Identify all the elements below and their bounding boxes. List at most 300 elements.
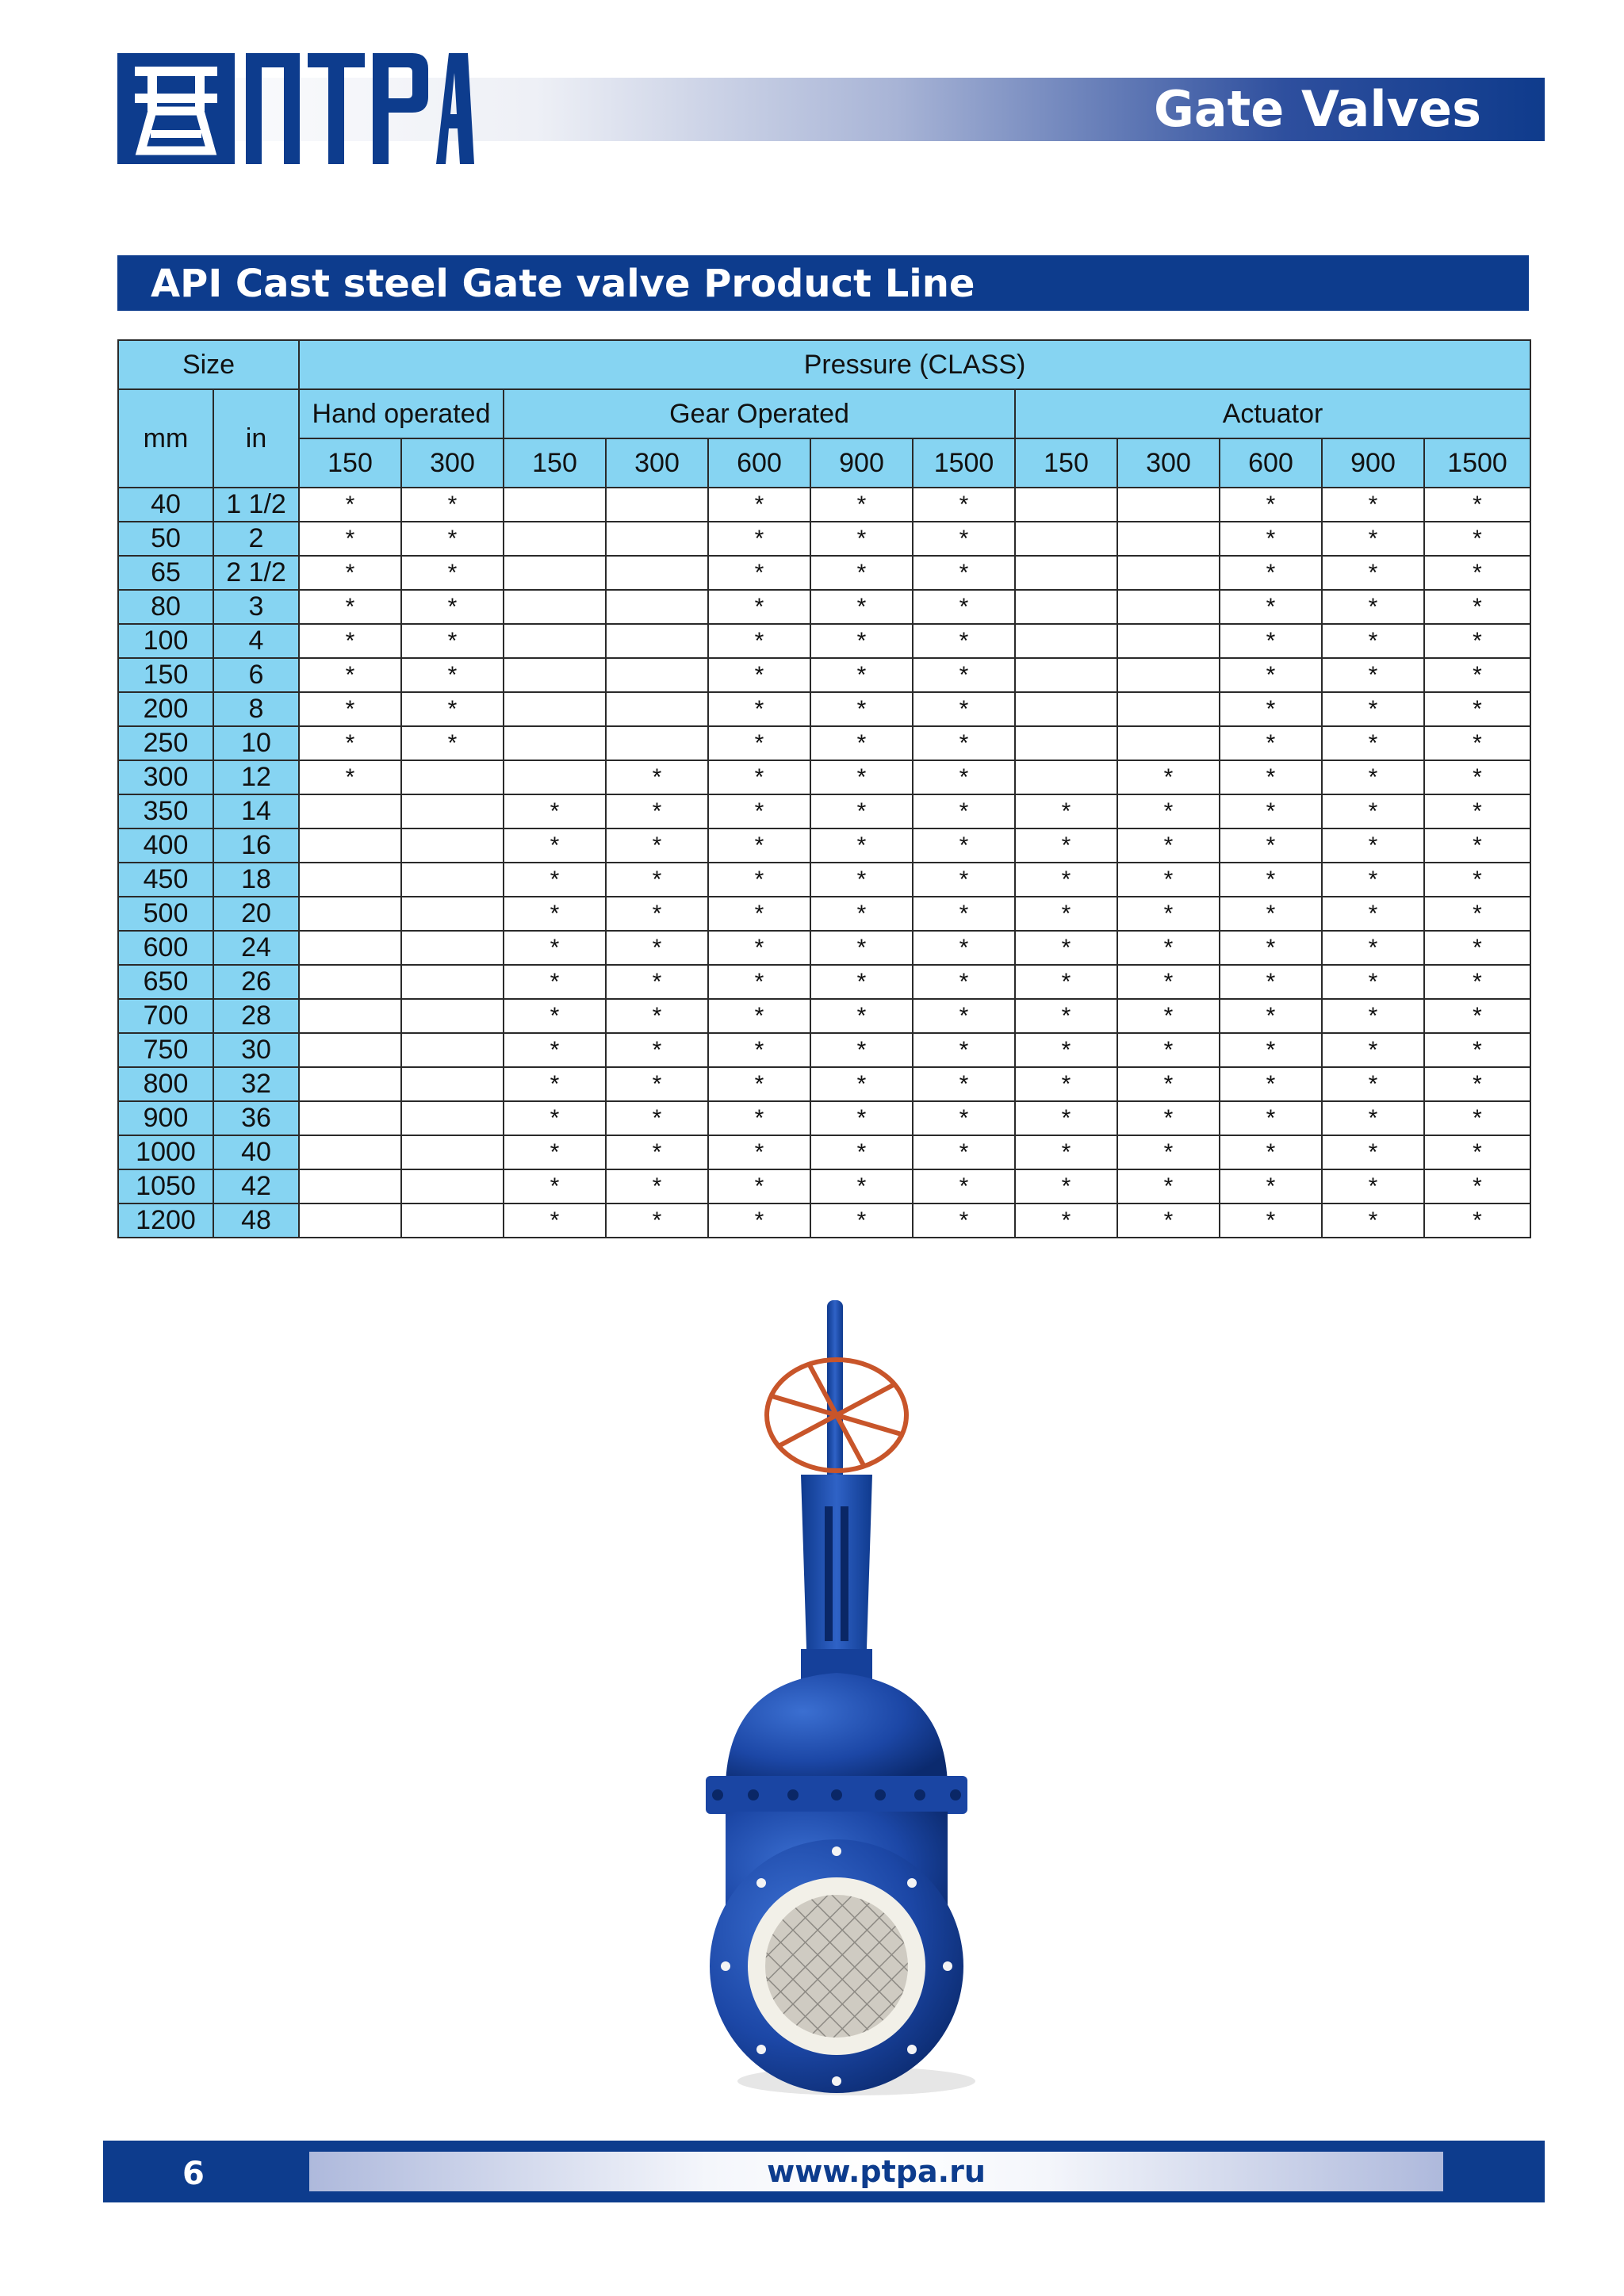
availability-cell: * (913, 760, 1015, 794)
availability-cell: * (810, 999, 913, 1033)
availability-cell (1015, 522, 1117, 556)
size-in-cell: 20 (213, 897, 299, 931)
size-in-cell: 28 (213, 999, 299, 1033)
availability-cell: * (1322, 999, 1424, 1033)
group-header: Gear Operated (504, 389, 1015, 438)
availability-cell: * (401, 556, 504, 590)
availability-cell: * (1220, 624, 1322, 658)
logo-wordmark (246, 53, 474, 164)
group-header: Actuator (1015, 389, 1530, 438)
availability-cell: * (299, 726, 401, 760)
availability-cell: * (606, 897, 708, 931)
availability-cell: * (1220, 828, 1322, 863)
availability-cell: * (810, 590, 913, 624)
availability-cell (1117, 624, 1220, 658)
availability-cell: * (810, 897, 913, 931)
availability-cell: * (299, 760, 401, 794)
availability-cell: * (299, 590, 401, 624)
availability-cell: * (810, 624, 913, 658)
availability-cell: * (913, 897, 1015, 931)
availability-cell (401, 897, 504, 931)
availability-cell: * (1117, 1067, 1220, 1101)
availability-cell: * (810, 726, 913, 760)
availability-cell (401, 863, 504, 897)
availability-cell: * (1322, 931, 1424, 965)
size-mm-cell: 700 (118, 999, 213, 1033)
class-header: 900 (1322, 438, 1424, 488)
availability-cell (504, 726, 606, 760)
table-row (118, 624, 1530, 658)
availability-cell: * (1220, 488, 1322, 522)
availability-cell (401, 1203, 504, 1238)
availability-cell: * (1424, 1169, 1530, 1203)
size-mm-cell: 600 (118, 931, 213, 965)
table-row (118, 522, 1530, 556)
availability-cell (401, 828, 504, 863)
availability-cell: * (1220, 897, 1322, 931)
availability-cell: * (1220, 965, 1322, 999)
class-header: 600 (1220, 438, 1322, 488)
size-mm-cell: 250 (118, 726, 213, 760)
table-row (118, 1067, 1530, 1101)
availability-cell (1015, 624, 1117, 658)
availability-cell: * (1117, 863, 1220, 897)
availability-cell: * (606, 931, 708, 965)
availability-cell: * (913, 863, 1015, 897)
availability-cell: * (504, 1033, 606, 1067)
size-mm-cell: 300 (118, 760, 213, 794)
availability-cell: * (504, 863, 606, 897)
availability-cell (299, 1067, 401, 1101)
availability-cell (504, 658, 606, 692)
mm-header: mm (118, 389, 213, 488)
availability-cell: * (606, 1203, 708, 1238)
size-in-cell: 42 (213, 1169, 299, 1203)
size-mm-cell: 1200 (118, 1203, 213, 1238)
availability-cell: * (708, 556, 810, 590)
section-title: API Cast steel Gate valve Product Line (151, 262, 975, 306)
table-row (118, 794, 1530, 828)
availability-cell: * (913, 1203, 1015, 1238)
availability-cell: * (1424, 760, 1530, 794)
availability-cell: * (1424, 692, 1530, 726)
size-in-cell: 2 1/2 (213, 556, 299, 590)
availability-cell: * (1220, 863, 1322, 897)
availability-cell: * (1117, 1101, 1220, 1135)
availability-cell: * (708, 624, 810, 658)
availability-cell: * (1322, 897, 1424, 931)
table-row (118, 1033, 1530, 1067)
availability-cell: * (401, 624, 504, 658)
class-header: 1500 (1424, 438, 1530, 488)
availability-cell (606, 692, 708, 726)
availability-cell: * (913, 1169, 1015, 1203)
availability-cell (504, 556, 606, 590)
availability-cell: * (708, 828, 810, 863)
valve-stem (827, 1300, 843, 1483)
availability-cell: * (810, 760, 913, 794)
availability-cell: * (1424, 828, 1530, 863)
table-row (118, 931, 1530, 965)
product-line-table (117, 339, 1531, 1238)
availability-cell: * (1220, 1101, 1322, 1135)
availability-cell (606, 590, 708, 624)
availability-cell: * (913, 999, 1015, 1033)
availability-cell: * (504, 828, 606, 863)
availability-cell: * (1117, 1169, 1220, 1203)
table-row (118, 760, 1530, 794)
table-row (118, 488, 1530, 522)
size-mm-cell: 50 (118, 522, 213, 556)
availability-cell: * (913, 794, 1015, 828)
availability-cell: * (708, 1203, 810, 1238)
availability-cell (1015, 488, 1117, 522)
availability-cell: * (810, 488, 913, 522)
availability-cell: * (606, 828, 708, 863)
availability-cell: * (1117, 760, 1220, 794)
footer-url-strip (309, 2152, 1443, 2191)
availability-cell: * (1322, 760, 1424, 794)
availability-cell: * (1322, 658, 1424, 692)
size-in-cell: 4 (213, 624, 299, 658)
page-number: 6 (182, 2156, 205, 2192)
availability-cell: * (299, 692, 401, 726)
class-header: 150 (299, 438, 401, 488)
size-header: Size (118, 340, 299, 389)
availability-cell (504, 590, 606, 624)
availability-cell (606, 556, 708, 590)
availability-cell (401, 1169, 504, 1203)
availability-cell: * (606, 794, 708, 828)
size-in-cell: 8 (213, 692, 299, 726)
availability-cell: * (504, 1169, 606, 1203)
availability-cell (1117, 488, 1220, 522)
availability-cell: * (401, 692, 504, 726)
availability-cell: * (810, 658, 913, 692)
availability-cell: * (1424, 931, 1530, 965)
availability-cell (1015, 556, 1117, 590)
availability-cell: * (1322, 1101, 1424, 1135)
availability-cell: * (1424, 794, 1530, 828)
table-row (118, 1169, 1530, 1203)
availability-cell: * (810, 1135, 913, 1169)
availability-cell: * (1322, 1067, 1424, 1101)
availability-cell: * (1220, 726, 1322, 760)
availability-cell (504, 522, 606, 556)
availability-cell (606, 658, 708, 692)
availability-cell: * (913, 1101, 1015, 1135)
availability-cell: * (1322, 1033, 1424, 1067)
availability-cell: * (299, 658, 401, 692)
availability-cell: * (810, 1067, 913, 1101)
availability-cell: * (1220, 1067, 1322, 1101)
availability-cell: * (1322, 590, 1424, 624)
availability-cell: * (1015, 999, 1117, 1033)
availability-cell: * (1220, 1135, 1322, 1169)
availability-cell (299, 897, 401, 931)
availability-cell (299, 931, 401, 965)
availability-cell: * (1220, 692, 1322, 726)
availability-cell: * (1117, 897, 1220, 931)
availability-cell: * (1117, 1203, 1220, 1238)
availability-cell: * (810, 863, 913, 897)
availability-cell: * (1220, 794, 1322, 828)
availability-cell: * (606, 760, 708, 794)
table-row (118, 556, 1530, 590)
size-in-cell: 36 (213, 1101, 299, 1135)
availability-cell: * (1322, 1169, 1424, 1203)
availability-cell: * (1117, 1033, 1220, 1067)
availability-cell: * (1424, 1067, 1530, 1101)
table-row (118, 863, 1530, 897)
size-mm-cell: 65 (118, 556, 213, 590)
size-mm-cell: 80 (118, 590, 213, 624)
size-mm-cell: 40 (118, 488, 213, 522)
group-header: Hand operated (299, 389, 504, 438)
size-in-cell: 12 (213, 760, 299, 794)
availability-cell (299, 794, 401, 828)
class-header: 300 (401, 438, 504, 488)
size-in-cell: 10 (213, 726, 299, 760)
availability-cell: * (1220, 999, 1322, 1033)
website-link[interactable]: www.ptpa.ru (767, 2154, 986, 2189)
availability-cell: * (1117, 1135, 1220, 1169)
availability-cell: * (708, 590, 810, 624)
table-row (118, 999, 1530, 1033)
availability-cell: * (401, 658, 504, 692)
availability-cell (1015, 726, 1117, 760)
table-row (118, 828, 1530, 863)
availability-cell: * (1015, 931, 1117, 965)
availability-cell: * (708, 897, 810, 931)
availability-cell: * (913, 1067, 1015, 1101)
availability-cell: * (708, 999, 810, 1033)
availability-cell: * (1015, 1033, 1117, 1067)
size-in-cell: 14 (213, 794, 299, 828)
availability-cell (401, 1135, 504, 1169)
availability-cell: * (299, 522, 401, 556)
availability-cell: * (606, 965, 708, 999)
availability-cell: * (1322, 522, 1424, 556)
size-in-cell: 32 (213, 1067, 299, 1101)
availability-cell: * (401, 590, 504, 624)
availability-cell: * (401, 488, 504, 522)
availability-cell: * (708, 488, 810, 522)
availability-cell: * (504, 794, 606, 828)
availability-cell: * (1015, 828, 1117, 863)
class-header: 150 (504, 438, 606, 488)
availability-cell: * (1015, 863, 1117, 897)
availability-cell: * (504, 1135, 606, 1169)
availability-cell: * (1117, 931, 1220, 965)
availability-cell: * (504, 1203, 606, 1238)
class-header: 600 (708, 438, 810, 488)
in-header: in (213, 389, 299, 488)
size-mm-cell: 200 (118, 692, 213, 726)
availability-cell: * (1424, 1135, 1530, 1169)
availability-cell: * (1220, 760, 1322, 794)
availability-cell: * (606, 1033, 708, 1067)
availability-cell: * (1424, 897, 1530, 931)
gate-valve-image (682, 1300, 1015, 2101)
availability-cell: * (810, 1203, 913, 1238)
table-row (118, 897, 1530, 931)
availability-cell: * (913, 965, 1015, 999)
size-in-cell: 3 (213, 590, 299, 624)
availability-cell (401, 794, 504, 828)
availability-cell: * (708, 863, 810, 897)
availability-cell: * (299, 556, 401, 590)
availability-cell: * (1424, 556, 1530, 590)
availability-cell: * (810, 1169, 913, 1203)
pressure-header: Pressure (CLASS) (299, 340, 1530, 389)
availability-cell (1015, 658, 1117, 692)
availability-cell (299, 1135, 401, 1169)
availability-cell: * (1220, 658, 1322, 692)
availability-cell (401, 1033, 504, 1067)
availability-cell: * (1424, 726, 1530, 760)
availability-cell: * (913, 522, 1015, 556)
footer-bar (103, 2141, 1545, 2202)
availability-cell (1117, 556, 1220, 590)
availability-cell: * (1015, 965, 1117, 999)
availability-cell (606, 488, 708, 522)
availability-cell: * (1015, 794, 1117, 828)
availability-cell: * (708, 658, 810, 692)
availability-cell: * (913, 931, 1015, 965)
availability-cell (299, 1033, 401, 1067)
availability-cell: * (504, 1067, 606, 1101)
table-row (118, 965, 1530, 999)
availability-cell: * (299, 624, 401, 658)
class-header: 300 (606, 438, 708, 488)
availability-cell: * (1322, 863, 1424, 897)
availability-cell: * (1424, 1203, 1530, 1238)
size-mm-cell: 350 (118, 794, 213, 828)
availability-cell: * (810, 931, 913, 965)
availability-cell (1117, 522, 1220, 556)
size-mm-cell: 900 (118, 1101, 213, 1135)
availability-cell: * (913, 590, 1015, 624)
availability-cell: * (708, 726, 810, 760)
availability-cell (606, 726, 708, 760)
availability-cell (401, 1067, 504, 1101)
availability-cell: * (1424, 522, 1530, 556)
availability-cell: * (913, 828, 1015, 863)
availability-cell: * (1220, 931, 1322, 965)
availability-cell: * (708, 522, 810, 556)
availability-cell (1117, 692, 1220, 726)
availability-cell: * (1220, 1169, 1322, 1203)
availability-cell (1015, 760, 1117, 794)
table-row (118, 658, 1530, 692)
class-header: 150 (1015, 438, 1117, 488)
availability-cell: * (913, 1135, 1015, 1169)
size-in-cell: 24 (213, 931, 299, 965)
availability-cell: * (1015, 1101, 1117, 1135)
availability-cell: * (1015, 1067, 1117, 1101)
availability-cell: * (1424, 863, 1530, 897)
size-in-cell: 1 1/2 (213, 488, 299, 522)
availability-cell: * (1117, 794, 1220, 828)
size-in-cell: 40 (213, 1135, 299, 1169)
availability-cell (299, 1101, 401, 1135)
size-mm-cell: 450 (118, 863, 213, 897)
availability-cell: * (810, 828, 913, 863)
availability-cell (299, 965, 401, 999)
size-mm-cell: 500 (118, 897, 213, 931)
size-in-cell: 18 (213, 863, 299, 897)
valve-yoke (801, 1475, 872, 1673)
availability-cell: * (810, 794, 913, 828)
availability-cell (504, 692, 606, 726)
availability-cell: * (913, 692, 1015, 726)
availability-cell: * (1424, 488, 1530, 522)
availability-cell: * (913, 658, 1015, 692)
availability-cell: * (1322, 556, 1424, 590)
ptpa-logo (117, 49, 474, 168)
availability-cell: * (1322, 794, 1424, 828)
availability-cell: * (1220, 522, 1322, 556)
class-header: 1500 (913, 438, 1015, 488)
availability-cell: * (504, 999, 606, 1033)
availability-cell: * (1220, 556, 1322, 590)
availability-cell (1015, 692, 1117, 726)
availability-cell: * (708, 794, 810, 828)
table-row (118, 726, 1530, 760)
size-mm-cell: 150 (118, 658, 213, 692)
availability-cell: * (1424, 658, 1530, 692)
valve-bonnet (726, 1673, 948, 1784)
availability-cell: * (1424, 999, 1530, 1033)
availability-cell: * (1117, 965, 1220, 999)
availability-cell: * (1322, 488, 1424, 522)
availability-cell: * (1322, 726, 1424, 760)
availability-cell: * (1424, 1033, 1530, 1067)
table-row (118, 1101, 1530, 1135)
availability-cell: * (1015, 1169, 1117, 1203)
size-mm-cell: 1050 (118, 1169, 213, 1203)
header-title: Gate Valves (1153, 80, 1481, 138)
availability-cell: * (606, 1067, 708, 1101)
availability-cell (1117, 726, 1220, 760)
availability-cell: * (504, 897, 606, 931)
availability-cell: * (504, 965, 606, 999)
availability-cell: * (913, 1033, 1015, 1067)
availability-cell: * (1015, 1135, 1117, 1169)
availability-cell: * (606, 863, 708, 897)
availability-cell: * (1424, 590, 1530, 624)
availability-cell: * (1322, 692, 1424, 726)
availability-cell: * (810, 522, 913, 556)
size-in-cell: 26 (213, 965, 299, 999)
availability-cell: * (504, 931, 606, 965)
availability-cell: * (708, 931, 810, 965)
availability-cell: * (1322, 1135, 1424, 1169)
availability-cell: * (606, 999, 708, 1033)
availability-cell (606, 624, 708, 658)
size-mm-cell: 800 (118, 1067, 213, 1101)
availability-cell: * (810, 1101, 913, 1135)
availability-cell: * (1322, 828, 1424, 863)
size-mm-cell: 750 (118, 1033, 213, 1067)
availability-cell: * (504, 1101, 606, 1135)
availability-cell: * (913, 556, 1015, 590)
availability-cell: * (810, 556, 913, 590)
availability-cell: * (1015, 1203, 1117, 1238)
availability-cell: * (1322, 1203, 1424, 1238)
availability-cell (504, 624, 606, 658)
